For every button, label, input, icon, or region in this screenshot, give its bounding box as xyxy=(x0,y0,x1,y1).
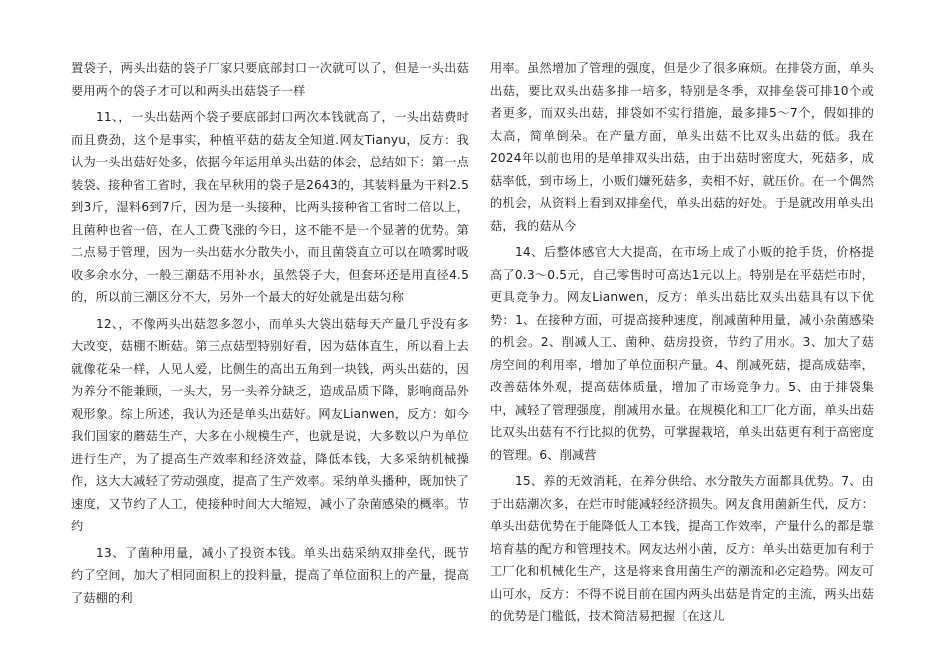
paragraph-13: 13、了菌种用量，减小了投资本钱。单头出菇采纳双排垒代，既节约了空间，加大了相同面积上的投料量，提高了单位面积上的产量，提高了菇棚的利 xyxy=(71,545,469,605)
paragraph-continued: 置袋子，两头出菇的袋子厂家只要底部封口一次就可以了，但是一头出菇要用两个的袋子才可以和两头出菇袋子一样 xyxy=(71,61,469,98)
paragraph-14: 14、后整体感官大大提高，在市场上成了小贩的抢手货，价格提高了0.3～0.5元，自己零售时可高达1元以上。特别是在平菇烂市时，更具竞争力。网友Lianwen，反方：单头出菇比双头出菇具有以下优势：1、在接种方面，可提高接种速度，削减菌种用量，减小杂菌感染的机会。2、削减人工、菌种、菇房投资，节约了用水。3、加大了菇房空间的利用率，增加了单位面积产量。4、削减死菇，提高成菇率，改善菇体外观，提高菇体质量，增加了市场竞争力。5、由于排袋集中，减轻了管理强度，削减用水量。在规模化和工厂化方面，单头出菇比双头出菇有不行比拟的优势，可掌握栽培，单头出菇更有利于高密度的管理。6、削减营 xyxy=(490,245,874,462)
paragraph-continued-right: 用率。虽然增加了管理的强度，但是少了很多麻烦。在排袋方面，单头出菇，要比双头出菇多排一培多，特别是冬季，双排垒袋可排10个或者更多，而双头出菇，排袋如不实行措施，最多排5～7个，假如排的太高，简单倒朵。在产量方面，单头出菇不比双头出菇的低。我在2024年以前也用的是单排双头出菇，由于出菇时密度大，死菇多，成菇率低，到市场上，小贩们嫌死菇多，卖相不好，就压价。在一个偶然的机会，从资料上看到双排垒代，单头出菇的好处。于是就改用单头出菇，我的菇从今 xyxy=(490,61,874,233)
left-column xyxy=(71,57,469,609)
right-column xyxy=(490,57,874,628)
paragraph-12: 12、，不像两头出菇忽多忽小，而单头大袋出菇每天产量几乎没有多大改变，菇棚不断菇。第三点菇型特别好看，因为菇体直生，所以看上去就像花朵一样，人见人爱，比侧生的高出五角到一块钱，两头出菇的，因为养分不能兼顾，一头大，另一头养分缺乏，造成品质下降，影响商品外观形象。综上所述，我认为还是单头出菇好。网友Lianwen，反方：如今我们国家的蘑菇生产，大多在小规模生产，也就是说，大多数以户为单位进行生产，为了提高生产效率和经济效益，降低本钱，大多采纳机械操作，这大大减轻了劳动强度，提高了生产效率。采纳单头播种，既加快了速度，又节约了人工，使接种时间大大缩短，减小了杂菌感染的概率。节约 xyxy=(71,316,469,533)
paragraph-15: 15、养的无效消耗，在养分供给、水分散失方面都具优势。7、由于出菇潮次多，在烂市时能减轻经济损失。网友食用菌新生代，反方：单头出菇优势在于能降低人工本钱，提高工作效率，产量什么的都是靠培育基的配方和管理技术。网友达州小菌，反方：单头出菇更加有利于工厂化和机械化生产，这是将来食用菌生产的潮流和必定趋势。网友可山可水，反方：不得不说目前在国内两头出菇是肯定的主流，两头出菇的优势是门槛低，技术简洁易把握〔在这儿 xyxy=(490,474,874,623)
paragraph-11: 11、，一头出菇两个袋子要底部封口两次本钱就高了，一头出菇费时而且费劲，这个是事实，种植平菇的菇友全知道.网友Tianyu，反方：我认为一头出菇好处多，依据今年运用单头出菇的体会，总结如下：第一点装袋、接种省工省时，我在早秋用的袋子是2643的，其装料量为干料2.5到3斤，湿料6到7斤，因为是一头接种，比两头接种省工省时二倍以上，且菌种也省一倍，在人工费飞涨的今日，这不能不是一个显著的优势。第二点易于管理，因为一头出菇水分散失小，而且菌袋直立可以在喷雾时吸收多余水分，一般三潮菇不用补水，虽然袋子大，但套环还是用直径4.5的，所以前三潮区分不大，另外一个最大的好处就是出菇匀称 xyxy=(71,110,469,304)
